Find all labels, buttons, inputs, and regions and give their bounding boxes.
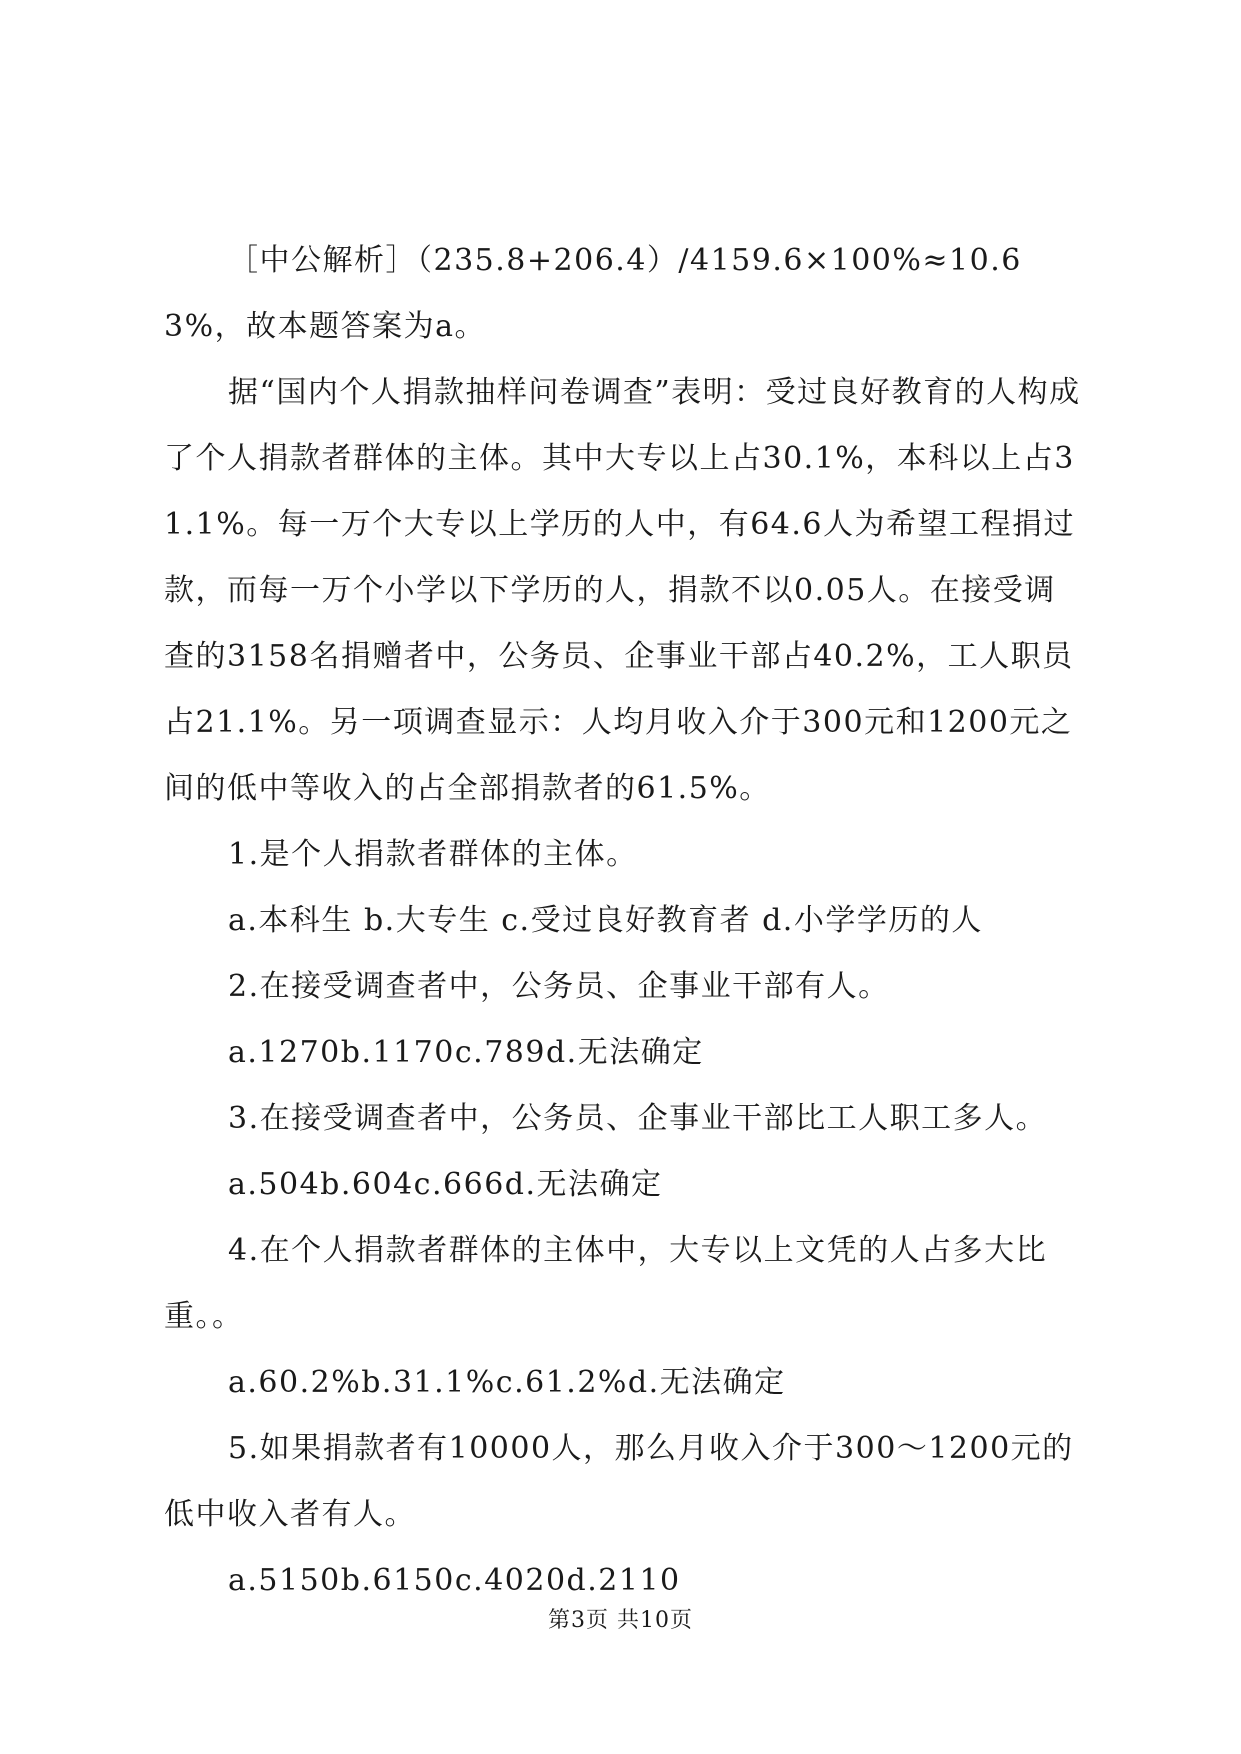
question-5: 5.如果捐款者有10000人，那么月收入介于300～1200元的低中收入者有人。 — [164, 1431, 1074, 1532]
question-2: 2.在接受调查者中，公务员、企事业干部有人。 — [228, 969, 890, 1004]
question-3: 3.在接受调查者中，公务员、企事业干部比工人职工多人。 — [228, 1101, 1048, 1136]
question-5-options: a.5150b.6150c.4020d.2110 — [228, 1563, 681, 1598]
document-body — [164, 228, 1084, 1614]
question-1: 1.是个人捐款者群体的主体。 — [228, 837, 638, 872]
question-1-options: a.本科生 b.大专生 c.受过良好教育者 d.小学学历的人 — [228, 903, 983, 938]
survey-passage-paragraph: 据“国内个人捐款抽样问卷调查”表明：受过良好教育的人构成了个人捐款者群体的主体。其中大专以上占30.1%，本科以上占31.1%。每一万个大专以上学历的人中，有64.6人为希望工程捐过款，而每一万个小学以下学历的人，捐款不以0.05人。在接受调查的3158名捐赠者中，公务员、企事业干部占40.2%，工人职员占21.1%。另一项调查显示：人均月收入介于300元和1200元之间的低中等收入的占全部捐款者的61.5%。 — [164, 375, 1081, 806]
question-4: 4.在个人捐款者群体的主体中，大专以上文凭的人占多大比重。。 — [164, 1233, 1048, 1334]
question-3-options: a.504b.604c.666d.无法确定 — [228, 1167, 663, 1202]
page-number-footer: 第3页 共10页 — [548, 1608, 693, 1633]
question-2-options: a.1270b.1170c.789d.无法确定 — [228, 1035, 704, 1070]
question-4-options: a.60.2%b.31.1%c.61.2%d.无法确定 — [228, 1365, 786, 1400]
analysis-paragraph: ［中公解析］（235.8+206.4）/4159.6×100%≈10.63%，故本题答案为a。 — [164, 243, 1022, 344]
